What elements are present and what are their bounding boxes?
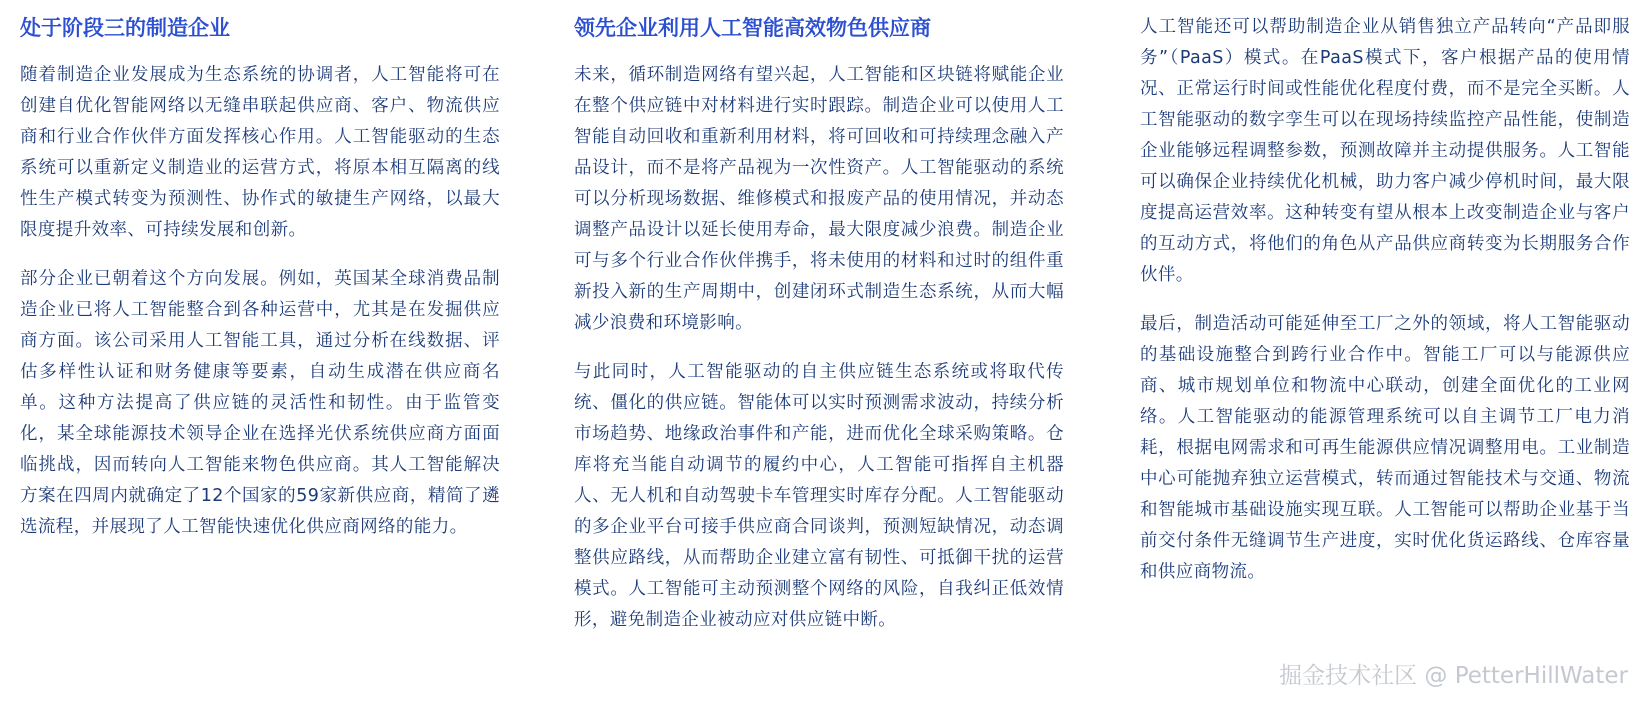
paragraph: 部分企业已朝着这个方向发展。例如，英国某全球消费品制造企业已将人工智能整合到各种运营中，尤其是在发掘供应商方面。该公司采用人工智能工具，通过分析在线数据、评估多样性认证和财务健康等要素，自动生成潜在供应商名单。这种方法提高了供应链的灵活性和韧性。由于监管变化，某全球能源技术领导企业在选择光伏系统供应商方面面临挑战，因而转向人工智能来物色供应商。其人工智能解决方案在四周内就确定了12个国家的59家新供应商，精简了遴选流程，并展现了人工智能快速优化供应商网络的能力。: [20, 269, 500, 537]
section-heading-stage-three: 处于阶段三的制造企业: [20, 16, 230, 40]
article-column-1: [20, 12, 500, 561]
article-column-2: [574, 12, 1064, 654]
paragraph: 人工智能还可以帮助制造企业从销售独立产品转向“产品即服务”（PaaS）模式。在PaaS模式下，客户根据产品的使用情况、正常运行时间或性能优化程度付费，而不是完全买断。人工智能驱动的数字孪生可以在现场持续监控产品性能，使制造企业能够远程调整参数，预测故障并主动提供服务。人工智能可以确保企业持续优化机械，助力客户减少停机时间，最大限度提高运营效率。这种转变有望从根本上改变制造企业与客户的互动方式，将他们的角色从产品供应商转变为长期服务合作伙伴。: [1140, 17, 1630, 285]
article-column-3: [1140, 12, 1630, 606]
paragraph: 最后，制造活动可能延伸至工厂之外的领域，将人工智能驱动的基础设施整合到跨行业合作中。智能工厂可以与能源供应商、城市规划单位和物流中心联动，创建全面优化的工业网络。人工智能驱动的能源管理系统可以自主调节工厂电力消耗，根据电网需求和可再生能源供应情况调整用电。工业制造中心可能抛弃独立运营模式，转而通过智能技术与交通、物流和智能城市基础设施实现互联。人工智能可以帮助企业基于当前交付条件无缝调节生产进度，实时优化货运路线、仓库容量和供应商物流。: [1140, 314, 1630, 582]
paragraph: 与此同时，人工智能驱动的自主供应链生态系统或将取代传统、僵化的供应链。智能体可以实时预测需求波动，持续分析市场趋势、地缘政治事件和产能，进而优化全球采购策略。仓库将充当能自动调节的履约中心，人工智能可指挥自主机器人、无人机和自动驾驶卡车管理实时库存分配。人工智能驱动的多企业平台可接手供应商合同谈判，预测短缺情况，动态调整供应路线，从而帮助企业建立富有韧性、可抵御干扰的运营模式。人工智能可主动预测整个网络的风险，自我纠正低效情形，避免制造企业被动应对供应链中断。: [574, 362, 1064, 630]
paragraph: 未来，循环制造网络有望兴起，人工智能和区块链将赋能企业在整个供应链中对材料进行实时跟踪。制造企业可以使用人工智能自动回收和重新利用材料，将可回收和可持续理念融入产品设计，而不是将产品视为一次性资产。人工智能驱动的系统可以分析现场数据、维修模式和报废产品的使用情况，并动态调整产品设计以延长使用寿命，最大限度减少浪费。制造企业可与多个行业合作伙伴携手，将未使用的材料和过时的组件重新投入新的生产周期中，创建闭环式制造生态系统，从而大幅减少浪费和环境影响。: [574, 65, 1064, 333]
watermark: 掘金技术社区 @ PetterHillWater: [1279, 663, 1628, 689]
paragraph: 随着制造企业发展成为生态系统的协调者，人工智能将可在创建自优化智能网络以无缝串联起供应商、客户、物流供应商和行业合作伙伴方面发挥核心作用。人工智能驱动的生态系统可以重新定义制造业的运营方式，将原本相互隔离的线性生产模式转变为预测性、协作式的敏捷生产网络，以最大限度提升效率、可持续发展和创新。: [20, 65, 500, 240]
section-heading-supplier-sourcing: 领先企业利用人工智能高效物色供应商: [574, 16, 931, 40]
